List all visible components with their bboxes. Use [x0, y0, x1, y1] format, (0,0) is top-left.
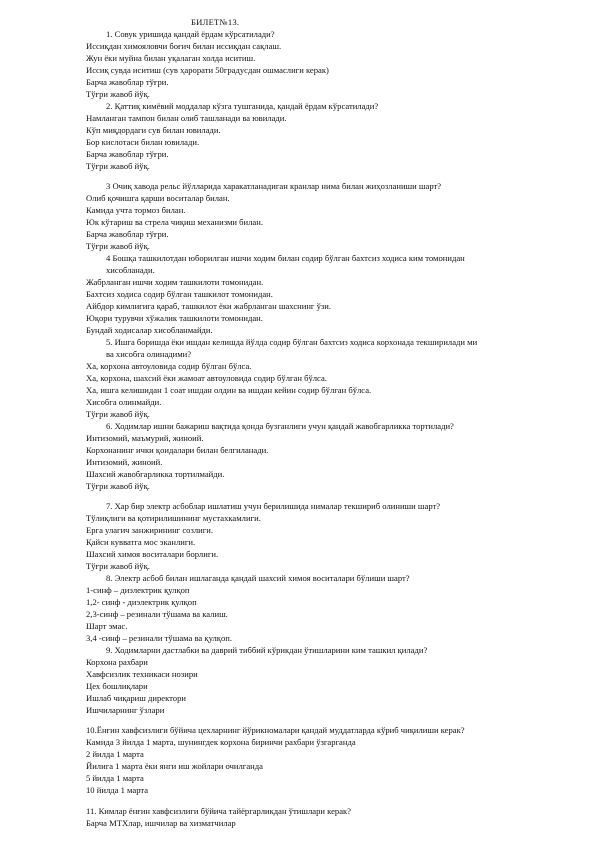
answer-line: Шарт эмас.: [86, 621, 128, 631]
answer-line: Корхона рахбари: [86, 657, 148, 667]
answer-line: Олиб қочишга қарши воситалар билан.: [86, 193, 230, 203]
answer-line: 5 йилда 1 марта: [86, 773, 144, 783]
answer-line: Юқори турувчи хўжалик ташкилоти томонидан.: [86, 313, 263, 323]
question-9: 9. Ходимларни дастлабки ва даврий тиббий кўрикдан ўтишларини ким ташкил қилади?: [106, 645, 428, 655]
answer-line: Тўлиқлиги ва қотирилишининг мустахкамлиги.: [86, 513, 261, 523]
answer-line: Бундай ходисалар хисобланмайди.: [86, 325, 213, 335]
answer-line: Ерга улагич занжирининг созлиги.: [86, 525, 214, 535]
question-5-continued: ва хисобга олинадими?: [106, 349, 192, 359]
ticket-title: БИЛЕТ№13.: [191, 17, 240, 27]
question-4-continued: хисобланади.: [106, 265, 155, 275]
answer-line: 3,4 -синф – резинали тўшама ва қулқоп.: [86, 633, 232, 643]
answer-line: Ха, корхона, шахсий ёки жамоат автоуловида содир бўлган бўлса.: [86, 373, 327, 383]
answer-line: 2,3-синф – резинали тўшама ва калиш.: [86, 609, 228, 619]
answer-line: Жабрланган ишчи ходим ташкилоти томонидан.: [86, 277, 264, 287]
question-8: 8. Электр асбоб билан ишлаганда қандай шахсий химоя воситалари бўлиши шарт?: [106, 573, 410, 583]
answer-line: Камида 3 йилда 1 марта, шунингдек корхона биринчи рахбари ўзгарганда: [86, 737, 356, 747]
answer-line: Хисобга олинмайди.: [86, 397, 162, 407]
answer-line: 2 йилда 1 марта: [86, 749, 144, 759]
answer-line: Айбдор кимлигига қараб, ташкилот ёки жабрланган шахснинг ўзи.: [86, 301, 332, 311]
answer-line: Цех бошлиқлари: [86, 681, 148, 691]
answer-line: Бахтсиз ходиса содир бўлган ташкилот томонидан.: [86, 289, 273, 299]
question-4: 4 Бошқа ташкилотдан юборилган ишчи ходим билан содир бўлган бахтсиз ходиса ким томонидан: [106, 253, 465, 263]
answer-line: Ха, ишга келишидан 1 соат ишдан олдин ва ишдан кейин содир бўлган бўлса.: [86, 385, 372, 395]
answer-line: Ишлаб чиқариш директори: [86, 693, 186, 703]
answer-line: Барча жавоблар тўғри.: [86, 229, 169, 239]
answer-line: Шахсий жавобгарликка тортилмайди.: [86, 469, 225, 479]
answer-line: Кўп миқдордаги сув билан ювилади.: [86, 125, 221, 135]
question-11: 11. Кимлар ёнғин хавфсизлиги бўйича тайёргарликдан ўтишлари керак?: [86, 806, 351, 816]
answer-line: 1,2- синф - диэлектрик қулқоп: [86, 597, 197, 607]
answer-line: Қайси кувватга мос эканлиги.: [86, 537, 196, 547]
answer-line: Намланган тампон билан олиб ташланади ва ювилади.: [86, 113, 287, 123]
answer-line: Ха, корхона автоуловида содир бўлган бўлса.: [86, 361, 252, 371]
answer-line: Тўғри жавоб йўқ.: [86, 561, 150, 571]
answer-line: Барча МТХлар, ишчилар ва хизматчилар: [86, 818, 236, 828]
answer-line: Тўғри жавоб йўқ.: [86, 481, 150, 491]
answer-line: Корхонанинг ички қоидалари билан белгиланади.: [86, 445, 269, 455]
answer-line: Ишчиларнинг ўзлари: [86, 705, 165, 715]
answer-line: Хавфсизлик техникаси нозири: [86, 669, 198, 679]
answer-line: Барча жавоблар тўғри.: [86, 149, 169, 159]
question-7: 7. Хар бир электр асбоблар ишлатиш учун берилишида нималар текшириб олиниши шарт?: [106, 501, 441, 511]
question-1: 1. Совук уришида қандай ёрдам кўрсатилади?: [106, 29, 275, 39]
answer-line: Юк кўтариш ва стрела чиқиш механизми билан.: [86, 217, 263, 227]
answer-line: Жун ёки муйна билан уқалаган холда иситиш.: [86, 53, 256, 63]
answer-line: Интизомий, жиноий.: [86, 457, 163, 467]
answer-line: Тўғри жавоб йўқ.: [86, 89, 150, 99]
answer-line: Тўғри жавоб йўқ.: [86, 241, 150, 251]
answer-line: Йилига 1 марта ёки янги иш жойлари очилганда: [86, 761, 263, 771]
question-5: 5. Ишга боришда ёки ишдан келишда йўлда содир бўлган бахтсиз ходиса корхонада текширилади ми: [106, 337, 478, 347]
answer-line: Тўғри жавоб йўқ.: [86, 409, 150, 419]
answer-line: 1-синф – диэлектрик қулқоп: [86, 585, 190, 595]
answer-line: Интизомий, маъмурий, жиноий.: [86, 433, 204, 443]
answer-line: Иссиқдан химояловчи боғич билан иссиқдан сақлаш.: [86, 41, 282, 51]
answer-line: 10 йилда 1 марта: [86, 785, 149, 795]
question-2: 2. Қаттиқ кимёвий моддалар кўзга тушганида, қандай ёрдам кўрсатилади?: [106, 101, 379, 111]
answer-line: Камида учта тормоз билан.: [86, 205, 186, 215]
answer-line: Тўғри жавоб йўқ.: [86, 161, 150, 171]
question-6: 6. Ходимлар ишни бажариш вақтида қонда бузганлиги учун қандай жавобгарликка тортилади?: [106, 421, 454, 431]
answer-line: Иссиқ сувда иситиш (сув ҳарорати 50градусдан ошмаслиги керак): [86, 65, 329, 75]
question-3: 3 Очиқ хавода рельс йўлларида харакатланадиган кранлар нима билан жиҳозланиши шарт?: [106, 181, 442, 191]
question-10: 10.Ёнғин хавфсизлиги бўйича цехларнинг йўрикномалари қандай муддатларда кўриб чиқилиши керак?: [86, 725, 465, 735]
answer-line: Шахсий химоя воситалари борлиги.: [86, 549, 219, 559]
answer-line: Барча жавоблар тўғри.: [86, 77, 169, 87]
answer-line: Бор кислотаси билан ювилади.: [86, 137, 200, 147]
